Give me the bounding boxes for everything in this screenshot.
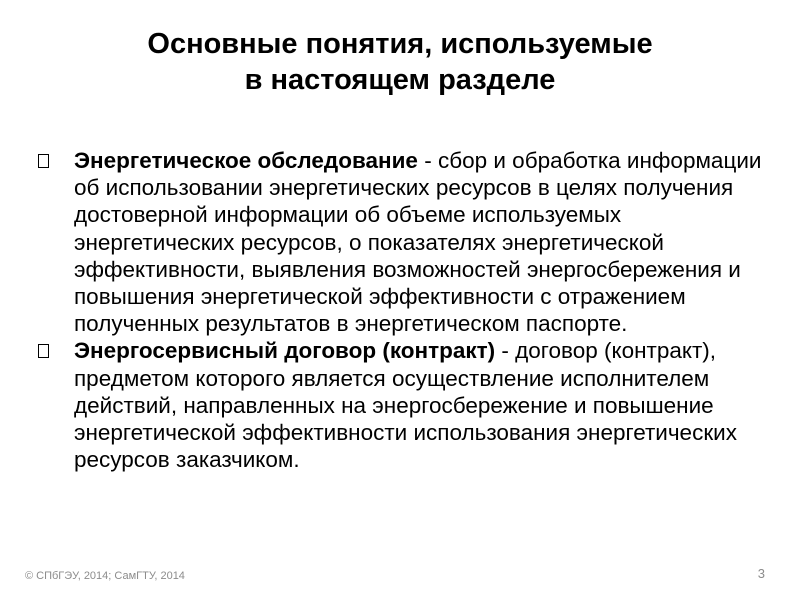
slide-title-line-1: Основные понятия, используемые	[147, 28, 653, 60]
definition-text: - договор (контракт), предметом которого является осуществление исполнителем действий, направленных на энергосбережение и повышение энергетической эффективности использования энергетических ресурсов заказчиком.	[74, 338, 737, 473]
bullet-square-icon	[38, 344, 49, 358]
page-number: 3	[757, 566, 765, 581]
slide-title-line-2: в настоящем разделе	[244, 64, 556, 96]
definition-item-energy-service-contract	[38, 337, 768, 473]
definition-term: Энергосервисный договор (контракт)	[74, 338, 496, 364]
definition-term: Энергетическое обследование	[74, 148, 418, 173]
definition-text: - сбор и обработка информации об использовании энергетических ресурсов в целях получения достоверной информации об объеме используемых энергетических ресурсов, о показателях энергетической эффективности, выявления возможностей энергосбережения и повышения энергетической эффективности с отражением полученных результатов в энергетическом паспорте.	[74, 148, 762, 337]
bullet-square-icon	[38, 154, 49, 168]
copyright-footer: © СПбГЭУ, 2014; СамГТУ, 2014	[25, 570, 185, 582]
definition-list	[38, 147, 768, 473]
slide-title	[0, 26, 800, 98]
definition-item-energy-audit	[38, 147, 768, 337]
